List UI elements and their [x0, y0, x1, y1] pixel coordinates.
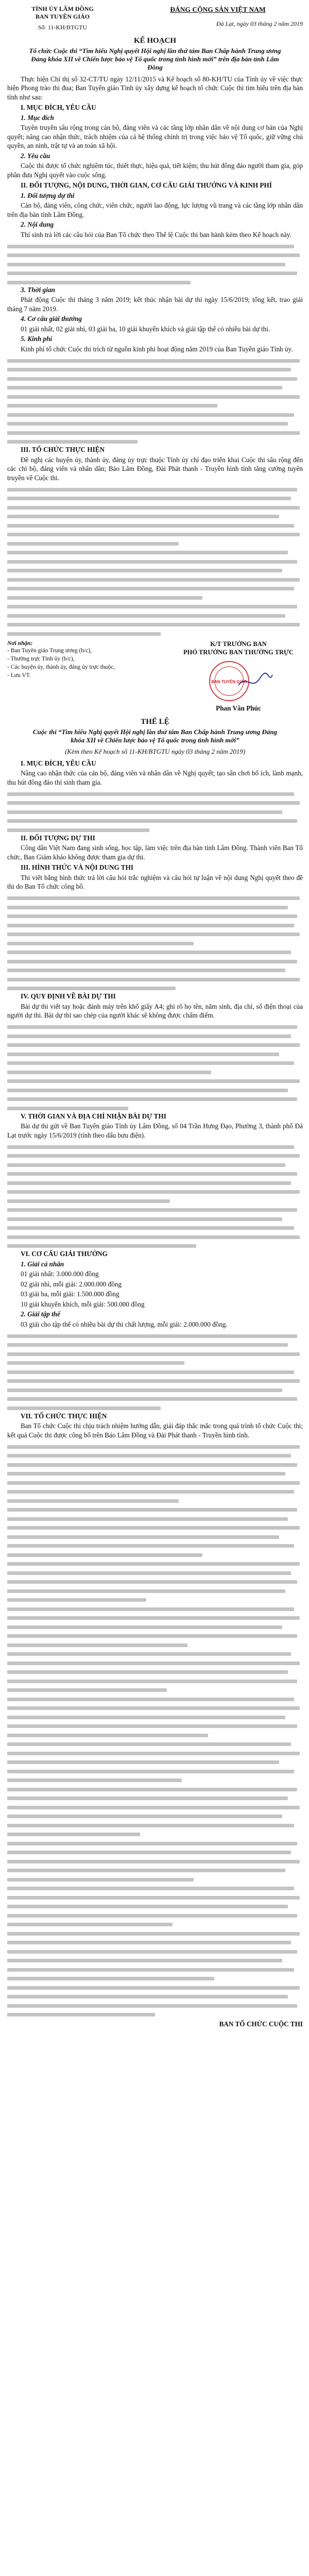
paragraph: Thi viết bằng hình thức trả lời câu hỏi trắc nghiệm và câu hỏi tự luận về nội dung Nghị quyết theo đề thi do Ban Tổ chức công bố.	[7, 873, 303, 890]
section-heading: VI. CƠ CẤU GIẢI THƯỞNG	[21, 1250, 108, 1258]
body-text-lines	[7, 1445, 303, 2017]
rules-subtitle: Cuộc thi “Tìm hiểu Nghị quyết Hội nghị lần thứ tám Ban Chấp hành Trung ương Đảng khóa XII về Chiến lược bảo vệ Tổ quốc trong tình hình mới”	[32, 727, 278, 744]
subsection-heading: 2. Yêu cầu	[21, 151, 50, 160]
rules-subtitle-note: (Kèm theo Kế hoạch số 11-KH/BTGTU ngày 03 tháng 2 năm 2019)	[64, 747, 246, 755]
body-text-lines	[7, 1145, 303, 1248]
signoff: BAN TỔ CHỨC CUỘC THI	[219, 2020, 303, 2028]
prize-item: 01 giải nhất: 3.000.000 đồng	[21, 1270, 99, 1278]
paragraph: Nâng cao nhận thức của cán bộ, đảng viên và nhân dân về Nghị quyết; tạo sân chơi bổ ích, lành mạnh, thu hút đông đảo thí sinh tham gia.	[7, 769, 303, 786]
body-text-lines	[7, 792, 303, 832]
stamp-text: BAN TUYÊN GIÁO	[211, 679, 247, 684]
subsection-heading: 1. Đối tượng dự thi	[21, 191, 75, 199]
body-text-lines	[7, 245, 303, 284]
signer	[174, 640, 303, 713]
party-name: ĐẢNG CỘNG SẢN VIỆT NAM	[170, 6, 266, 13]
paragraph: Kinh phí tổ chức Cuộc thi trích từ nguồn kinh phí hoạt động năm 2019 của Ban Tuyên giáo Tỉnh ủy.	[21, 345, 293, 353]
document-header	[7, 5, 303, 31]
issuing-organization	[7, 5, 118, 31]
subsection-heading: 2. Nội dung	[21, 221, 54, 228]
section-heading: II. ĐỐI TƯỢNG DỰ THI	[21, 834, 95, 842]
prize-item: 03 giải ba, mỗi giải: 1.500.000 đồng	[21, 1290, 119, 1298]
paragraph: Bài dự thi gửi về Ban Tuyên giáo Tỉnh ủy Lâm Đồng, số 04 Trần Hưng Đạo, Phường 3, thành phố Đà Lạt trước ngày 15/6/2019 (tính theo dấu bưu điện).	[7, 1122, 303, 1139]
signer-role: PHÓ TRƯỞNG BAN THƯỜNG TRỰC	[183, 648, 294, 656]
signer-name: Phan Văn Phúc	[216, 704, 261, 712]
section-heading: VII. TỔ CHỨC THỰC HIỆN	[21, 1412, 107, 1420]
section-heading: I. MỤC ĐÍCH, YÊU CẦU	[21, 104, 96, 111]
party-heading	[133, 5, 303, 31]
body-text-lines	[7, 359, 303, 444]
paragraph: Công dân Việt Nam đang sinh sống, học tập, làm việc trên địa bàn tỉnh Lâm Đồng. Thành viên Ban Tổ chức, Ban Giám khảo không được tham gia dự thi.	[7, 844, 303, 861]
rules-title: THỂ LỆ	[141, 718, 169, 726]
body-text-lines	[7, 896, 303, 990]
body-text-lines	[7, 1025, 303, 1110]
paragraph: Phát động Cuộc thi tháng 3 năm 2019; kết thúc nhận bài dự thi ngày 15/6/2019; tổng kết, trao giải tháng 7 năm 2019.	[7, 296, 303, 313]
recipient-item: - Các huyện ủy, thành ủy, đảng ủy trực thuộc,	[7, 664, 115, 670]
recipient-item: - Ban Tuyên giáo Trung ương (b/c),	[7, 647, 92, 654]
body-text-lines	[7, 488, 303, 636]
paragraph: Ban Tổ chức Cuộc thi chịu trách nhiệm hướng dẫn, giải đáp thắc mắc trong quá trình tổ chức Cuộc thi; kết quả Cuộc thi được công bố trên Báo Lâm Đồng và Đài Phát thanh - Truyền hình tỉnh.	[7, 1422, 303, 1439]
subsection-heading: 1. Giải cá nhân	[21, 1260, 64, 1268]
paragraph: 01 giải nhất, 02 giải nhì, 03 giải ba, 10 giải khuyến khích và giải tập thể có nhiều bài dự thi.	[21, 325, 270, 333]
place-date: Đà Lạt, ngày 03 tháng 2 năm 2019	[216, 20, 303, 27]
section-heading: III. TỔ CHỨC THỰC HIỆN	[21, 446, 105, 453]
prize-item: 02 giải nhì, mỗi giải: 2.000.000 đồng	[21, 1280, 122, 1288]
paragraph: Cuộc thi được tổ chức nghiêm túc, thiết thực, hiệu quả, tiết kiệm; thu hút đông đảo người tham gia, góp phần đưa Nghị quyết vào cuộc sống.	[7, 162, 303, 179]
section-heading: V. THỜI GIAN VÀ ĐỊA CHỈ NHẬN BÀI DỰ THI	[21, 1112, 166, 1120]
subsection-heading: 2. Giải tập thể	[21, 1310, 60, 1318]
subsection-heading: 4. Cơ cấu giải thưởng	[21, 315, 82, 323]
plan-intro: Thực hiện Chỉ thị số 32-CT/TU ngày 12/11/2015 và Kế hoạch số 80-KH/TU của Tỉnh ủy về việc thực hiện Phong trào thi đua; Ban Tuyên giáo Tỉnh ủy xây dựng kế hoạch tổ chức Cuộc thi tìm hiểu trên địa bàn tỉnh như sau:	[7, 75, 303, 101]
paragraph: Bài dự thi viết tay hoặc đánh máy trên khổ giấy A4; ghi rõ họ tên, năm sinh, địa chỉ, số điện thoại của người dự thi. Bài dự thi sao chép của người khác sẽ không được chấm điểm.	[7, 1002, 303, 1019]
recipient-item: - Thường trực Tỉnh ủy (b/c),	[7, 655, 75, 662]
paragraph: 03 giải cho tập thể có nhiều bài dự thi chất lượng, mỗi giải: 2.000.000 đồng.	[21, 1320, 228, 1328]
signature-block	[7, 640, 303, 713]
org-department: BAN TUYÊN GIÁO	[35, 13, 90, 20]
paragraph: Thí sinh trả lời các câu hỏi của Ban Tổ chức theo Thể lệ Cuộc thi ban hành kèm theo Kế hoạch này.	[21, 230, 291, 239]
paragraph: Cán bộ, đảng viên, công chức, viên chức, người lao động, lực lượng vũ trang và các tầng lớp nhân dân trên địa bàn tỉnh Lâm Đồng.	[7, 201, 303, 218]
subsection-heading: 3. Thời gian	[21, 285, 55, 294]
recipient-item: - Lưu VT.	[7, 672, 31, 679]
recipients-label: Nơi nhận:	[7, 640, 33, 647]
body-text-lines	[7, 1334, 303, 1410]
section-heading: I. MỤC ĐÍCH, YÊU CẦU	[21, 759, 96, 767]
paragraph: Đề nghị các huyện ủy, thành ủy, đảng ủy trực thuộc Tỉnh ủy chỉ đạo triển khai Cuộc thi sâu rộng đến các chi bộ, đảng viên và nhân dân; Báo Lâm Đồng, Đài Phát thanh - Truyền hình tỉnh tăng cường tuyên truyền về Cuộc thi.	[7, 455, 303, 482]
section-heading: III. HÌNH THỨC VÀ NỘI DUNG THI	[21, 863, 133, 871]
org-province: TỈNH ỦY LÂM ĐỒNG	[31, 5, 94, 12]
prize-item: 10 giải khuyến khích, mỗi giải: 500.000 đồng	[21, 1300, 145, 1308]
section-heading: II. ĐỐI TƯỢNG, NỘI DUNG, THỜI GIAN, CƠ CẤU GIẢI THƯỞNG VÀ KINH PHÍ	[21, 181, 272, 189]
recipients	[7, 640, 141, 713]
plan-title: KẾ HOẠCH	[133, 37, 177, 45]
plan-subtitle: Tổ chức Cuộc thi “Tìm hiểu Nghị quyết Hội nghị lần thứ tám Ban Chấp hành Trung ương Đảng khóa XII về Chiến lược bảo vệ Tổ quốc trong tình hình mới” trên địa bàn tỉnh Lâm Đồng	[29, 46, 281, 71]
subsection-heading: 1. Mục đích	[21, 113, 54, 122]
signer-role: K/T TRƯỞNG BAN	[210, 640, 267, 648]
paragraph: Tuyên truyền sâu rộng trong cán bộ, đảng viên và các tầng lớp nhân dân về nội dung cơ bản của Nghị quyết; nâng cao nhận thức, trách nhiệm của cả hệ thống chính trị trong việc bảo vệ Tổ quốc, giữ vững chủ quyền, an ninh, trật tự và an toàn xã hội.	[7, 124, 303, 149]
document-number: Số: 11-KH/BTGTU	[38, 24, 88, 31]
official-stamp-icon	[202, 659, 274, 703]
subsection-heading: 5. Kinh phí	[21, 335, 53, 343]
section-heading: IV. QUY ĐỊNH VỀ BÀI DỰ THI	[21, 992, 116, 1000]
